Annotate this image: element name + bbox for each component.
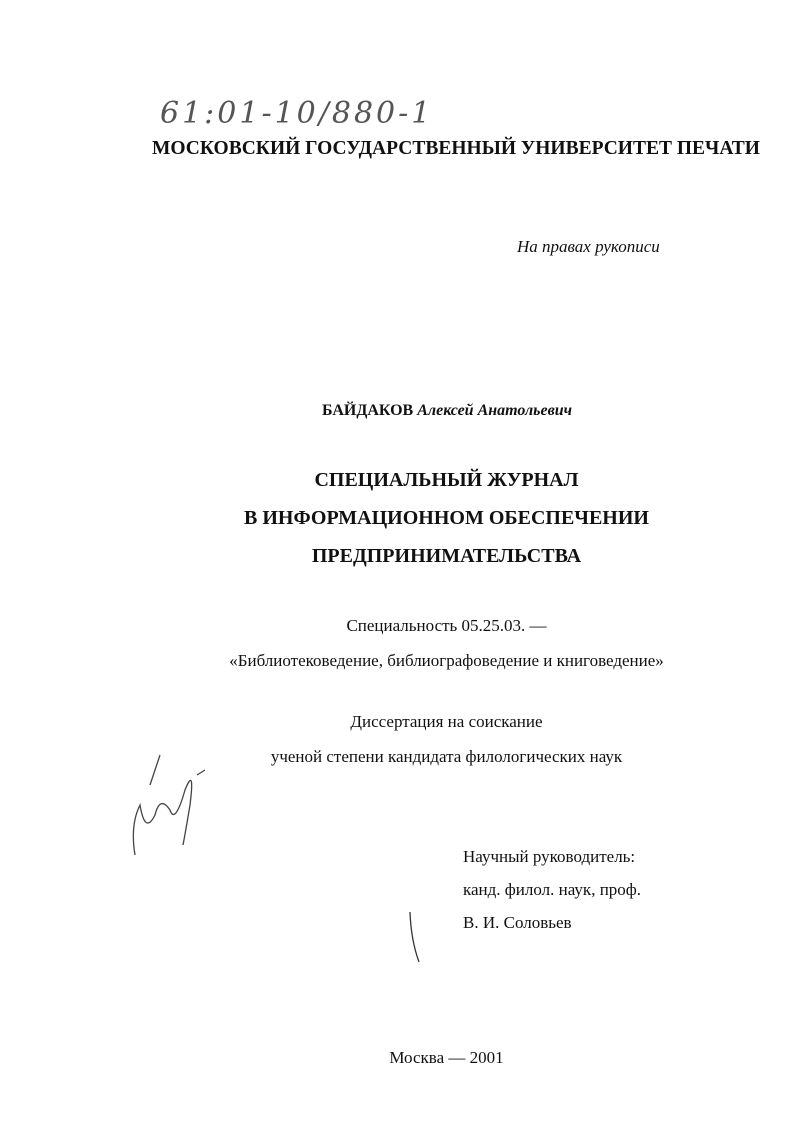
author-surname: БАЙДАКОВ: [321, 402, 414, 419]
supervisor-name: В. И. Соловьев: [463, 913, 572, 932]
specialty-code: Специальность 05.25.03. —: [346, 616, 547, 635]
place-year: Москва — 2001: [389, 1048, 504, 1067]
degree-line-2: ученой степени кандидата филологических наук: [270, 747, 623, 766]
title-line-1: СПЕЦИАЛЬНЫЙ ЖУРНАЛ: [314, 469, 579, 491]
degree-line-1: Диссертация на соискание: [350, 712, 543, 731]
signature: [115, 745, 215, 865]
title-line-2: В ИНФОРМАЦИОННОМ ОБЕСПЕЧЕНИИ: [244, 507, 649, 529]
supervisor-label: Научный руководитель:: [463, 847, 636, 866]
institution-name: МОСКОВСКИЙ ГОСУДАРСТВЕННЫЙ УНИВЕРСИТЕТ ПЕЧАТИ: [152, 138, 760, 159]
manuscript-note: На правах рукописи: [517, 237, 660, 256]
specialty-name: «Библиотековедение, библиографоведение и книговедение»: [229, 651, 664, 670]
author-name: [0, 403, 793, 419]
author-given-names: Алексей Анатольевич: [417, 402, 573, 419]
handwritten-archive-number: 61:01-10/880-1: [160, 96, 434, 131]
title-line-3: ПРЕДПРИНИМАТЕЛЬСТВА: [311, 545, 582, 567]
pen-mark: [405, 910, 425, 965]
supervisor-degree: канд. филол. наук, проф.: [463, 880, 642, 899]
